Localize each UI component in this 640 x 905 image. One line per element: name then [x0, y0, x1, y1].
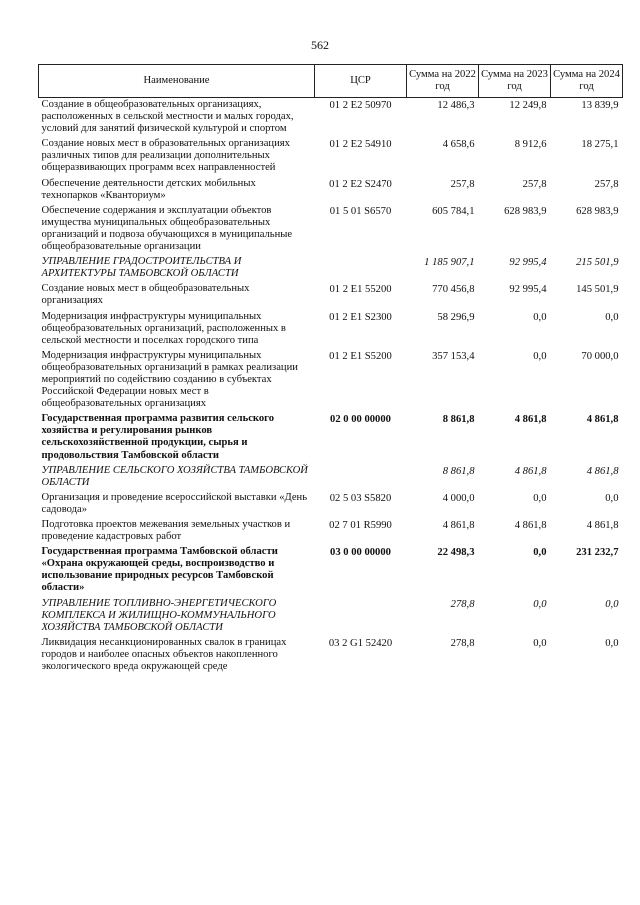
table-row — [39, 349, 623, 412]
row-csr-cell — [315, 464, 407, 491]
row-sum-2022-cell: 8 861,8 — [442, 465, 475, 477]
row-name-cell: Обеспечение деятельности детских мобильных технопарков «Кванториум» — [41, 177, 256, 201]
table-row — [39, 204, 623, 255]
row-name-cell: УПРАВЛЕНИЕ СЕЛЬСКОГО ХОЗЯЙСТВА ТАМБОВСКОЙ ОБЛАСТИ — [41, 464, 308, 488]
row-sum-2022-cell: 12 486,3 — [437, 100, 475, 111]
row-sum-2024-cell: 4 861,8 — [586, 520, 619, 531]
row-sum-2024-cell: 0,0 — [605, 492, 619, 504]
row-csr-cell: 01 5 01 S6570 — [329, 205, 392, 217]
row-name-cell: Государственная программа развития сельского хозяйства и регулирования рынков сельскохозяйственной продукции, сырья и продовольствия Тамбовской области — [41, 413, 274, 461]
row-sum-2024-cell: 0,0 — [605, 311, 619, 323]
row-sum-2023-cell: 0,0 — [533, 492, 547, 504]
table-row — [39, 464, 623, 491]
row-sum-2022-cell: 1 185 907,1 — [424, 257, 475, 269]
row-name-cell: Подготовка проектов межевания земельных участков и проведение кадастровых работ — [41, 519, 291, 543]
table-row — [39, 491, 623, 518]
table-header-row — [39, 65, 623, 98]
row-sum-2023-cell: 12 249,8 — [509, 100, 547, 111]
row-sum-2022-cell: 4 000,0 — [442, 492, 475, 504]
row-sum-2023-cell: 0,0 — [533, 311, 547, 323]
table-row — [39, 636, 623, 675]
row-sum-2022-cell: 4 861,8 — [442, 520, 475, 531]
page-number: 562 — [311, 38, 329, 52]
row-csr-cell — [315, 597, 407, 636]
row-sum-2024-cell: 145 501,9 — [576, 284, 619, 296]
row-sum-2024-cell: 70 000,0 — [581, 350, 619, 362]
row-sum-2023-cell: 4 861,8 — [514, 520, 547, 531]
row-sum-2024-cell: 257,8 — [594, 178, 619, 190]
row-sum-2022-cell: 278,8 — [450, 637, 475, 649]
row-sum-2024-cell: 215 501,9 — [576, 257, 619, 269]
row-name-cell: Государственная программа Тамбовской области «Охрана окружающей среды, воспроизводство и использование природных ресурсов Тамбовской области» — [41, 546, 278, 594]
budget-table — [38, 64, 623, 675]
table-row — [39, 137, 623, 176]
header-sum-2023: Сумма на 2023 год — [479, 65, 551, 98]
header-sum-2022: Сумма на 2022 год — [407, 65, 479, 98]
row-csr-cell: 01 2 E2 S2470 — [329, 178, 392, 190]
row-csr-cell: 01 2 E1 S2300 — [329, 311, 392, 323]
row-sum-2023-cell: 4 861,8 — [514, 414, 547, 426]
row-sum-2022-cell: 770 456,8 — [432, 284, 475, 296]
row-sum-2024-cell: 4 861,8 — [586, 414, 619, 426]
row-sum-2024-cell: 13 839,9 — [581, 100, 619, 111]
row-csr-cell: 01 2 E2 54910 — [329, 139, 392, 151]
row-sum-2022-cell: 58 296,9 — [437, 311, 475, 323]
table-row — [39, 98, 623, 138]
table-row — [39, 412, 623, 463]
row-sum-2024-cell: 4 861,8 — [586, 465, 619, 477]
row-csr-cell: 01 2 E1 S5200 — [329, 350, 392, 362]
header-csr: ЦСР — [315, 65, 407, 98]
table-row — [39, 282, 623, 309]
table-body — [39, 98, 623, 676]
row-sum-2023-cell: 92 995,4 — [509, 257, 547, 269]
row-sum-2023-cell: 0,0 — [533, 637, 547, 649]
row-name-cell: УПРАВЛЕНИЕ ГРАДОСТРОИТЕЛЬСТВА И АРХИТЕКТУРЫ ТАМБОВСКОЙ ОБЛАСТИ — [41, 256, 242, 280]
row-name-cell: Ликвидация несанкционированных свалок в границах городов и наиболее опасных объектов накопленного экологического вреда окружающей среде — [41, 636, 287, 673]
row-name-cell: Модернизация инфраструктуры муниципальных общеобразовательных организаций в рамках реализации мероприятий по содействию созданию в субъектах Российской Федерации новых мест в общеобразовательных организациях — [41, 349, 298, 410]
table-row — [39, 518, 623, 545]
row-sum-2022-cell: 257,8 — [450, 178, 475, 190]
row-name-cell: Создание новых мест в общеобразовательных организациях — [41, 283, 250, 307]
row-sum-2023-cell: 8 912,6 — [514, 139, 547, 151]
row-sum-2023-cell: 0,0 — [533, 350, 547, 362]
row-sum-2024-cell: 628 983,9 — [576, 205, 619, 217]
table-row — [39, 597, 623, 636]
row-sum-2022-cell: 8 861,8 — [442, 414, 475, 426]
table-row — [39, 177, 623, 204]
row-sum-2023-cell: 0,0 — [533, 598, 547, 610]
row-sum-2022-cell: 605 784,1 — [432, 205, 475, 217]
row-sum-2023-cell: 257,8 — [522, 178, 547, 190]
row-csr-cell: 03 2 G1 52420 — [328, 637, 393, 649]
row-csr-cell — [315, 255, 407, 282]
row-name-cell: Модернизация инфраструктуры муниципальных общеобразовательных организаций, расположенных в сельской местности и поселках городского типа — [41, 310, 286, 346]
row-csr-cell: 02 0 00 00000 — [330, 414, 391, 426]
row-sum-2024-cell: 0,0 — [605, 598, 619, 610]
row-sum-2022-cell: 278,8 — [450, 598, 475, 610]
row-csr-cell: 02 5 03 S5820 — [329, 492, 392, 504]
row-sum-2022-cell: 357 153,4 — [432, 350, 475, 362]
row-sum-2023-cell: 0,0 — [533, 547, 547, 559]
row-sum-2022-cell: 4 658,6 — [442, 139, 475, 151]
row-csr-cell: 02 7 01 R5990 — [329, 520, 392, 531]
row-sum-2023-cell: 4 861,8 — [514, 465, 547, 477]
row-sum-2022-cell: 22 498,3 — [437, 547, 475, 559]
row-sum-2023-cell: 92 995,4 — [509, 284, 547, 296]
row-sum-2023-cell: 628 983,9 — [504, 205, 547, 217]
row-name-cell: Организация и проведение всероссийской выставки «День садовода» — [41, 491, 308, 515]
row-name-cell: Создание в общеобразовательных организациях, расположенных в сельской местности и малых городах, условий для занятий физической культурой и спортом — [41, 99, 294, 135]
row-csr-cell: 03 0 00 00000 — [330, 547, 391, 559]
row-csr-cell: 01 2 E2 50970 — [329, 100, 392, 111]
header-sum-2024: Сумма на 2024 год — [551, 65, 623, 98]
header-name: Наименование — [39, 65, 315, 98]
row-name-cell: Обеспечение содержания и эксплуатации объектов имущества муниципальных общеобразовательных организаций и подвоза обучающихся в муниципальные общеобразовательные организации — [41, 204, 293, 253]
row-csr-cell: 01 2 E1 55200 — [329, 284, 392, 296]
table-row — [39, 545, 623, 596]
table-row — [39, 255, 623, 282]
row-name-cell: Создание новых мест в образовательных организациях различных типов для реализации дополнительных общеразвивающих программ всех направленностей — [41, 138, 290, 174]
row-sum-2024-cell: 0,0 — [605, 637, 619, 649]
table-row — [39, 310, 623, 349]
row-sum-2024-cell: 231 232,7 — [576, 547, 619, 559]
row-sum-2024-cell: 18 275,1 — [581, 139, 619, 151]
row-name-cell: УПРАВЛЕНИЕ ТОПЛИВНО-ЭНЕРГЕТИЧЕСКОГО КОМПЛЕКСА И ЖИЛИЩНО-КОММУНАЛЬНОГО ХОЗЯЙСТВА ТАМБОВСКОЙ ОБЛАСТИ — [41, 597, 277, 633]
